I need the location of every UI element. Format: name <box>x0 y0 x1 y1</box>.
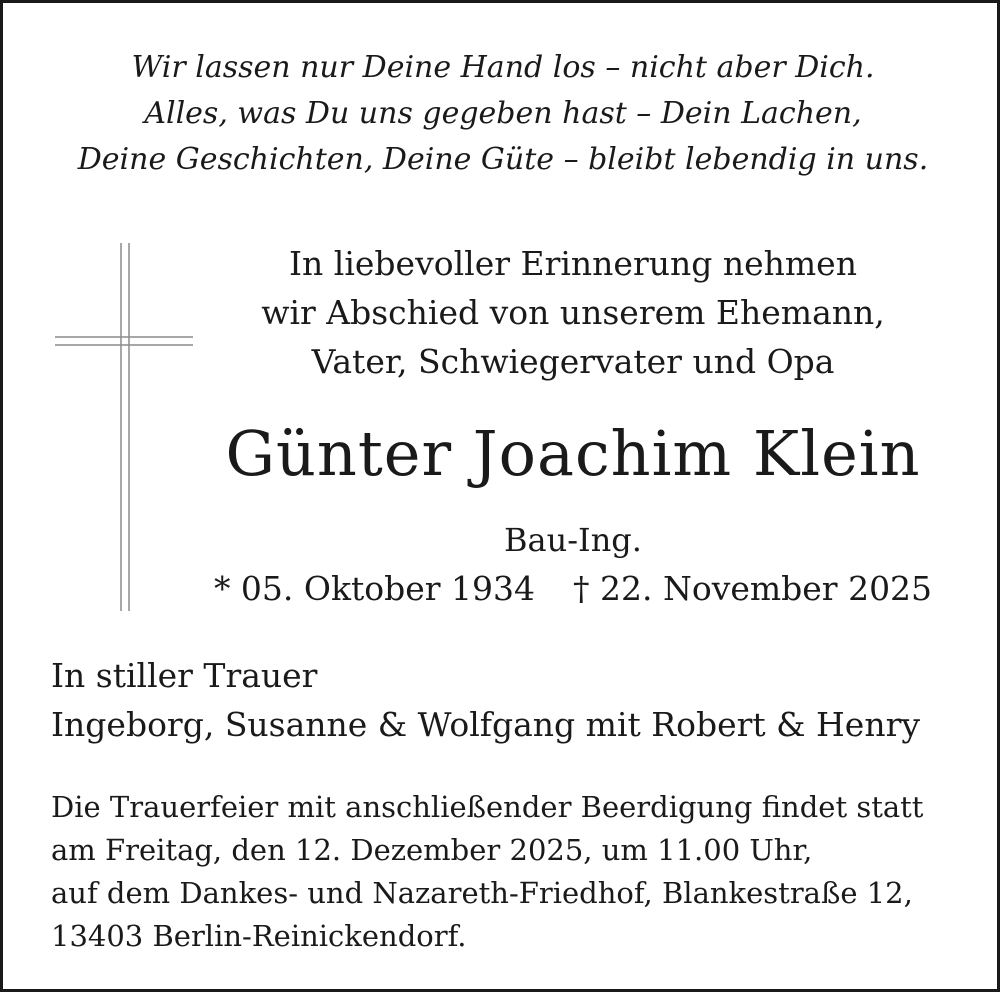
intro-line: Vater, Schwiegervater und Opa <box>311 342 835 381</box>
intro-line: wir Abschied von unserem Ehemann, <box>261 293 885 332</box>
birth-date: * 05. Oktober 1934 <box>213 569 535 608</box>
ceremony-line: 13403 Berlin-Reinickendorf. <box>51 919 467 953</box>
motto-quote <box>3 45 1000 183</box>
motto-line: Alles, was Du uns gegeben hast – Dein Lachen, <box>144 96 862 131</box>
mourners-names: Ingeborg, Susanne & Wolfgang mit Robert & Henry <box>51 705 920 744</box>
deceased-name: Günter Joachim Klein <box>225 417 921 490</box>
motto-line: Wir lassen nur Deine Hand los – nicht aber Dich. <box>131 50 875 85</box>
mourners-block <box>51 651 920 749</box>
life-dates <box>188 566 958 612</box>
ceremony-line: am Freitag, den 12. Dezember 2025, um 11.00 Uhr, <box>51 833 813 867</box>
intro-line: In liebevoller Erinnerung nehmen <box>289 244 857 283</box>
ceremony-line: auf dem Dankes- und Nazareth-Friedhof, Blankestraße 12, <box>51 876 913 910</box>
deceased-title: Bau-Ing. <box>504 521 642 559</box>
death-date: † 22. November 2025 <box>572 569 933 608</box>
motto-line: Deine Geschichten, Deine Güte – bleibt lebendig in uns. <box>77 142 929 177</box>
ceremony-info <box>51 786 923 958</box>
intro-text <box>188 239 958 386</box>
ceremony-line: Die Trauerfeier mit anschließender Beerdigung findet statt <box>51 790 924 824</box>
mourners-heading: In stiller Trauer <box>51 656 318 695</box>
